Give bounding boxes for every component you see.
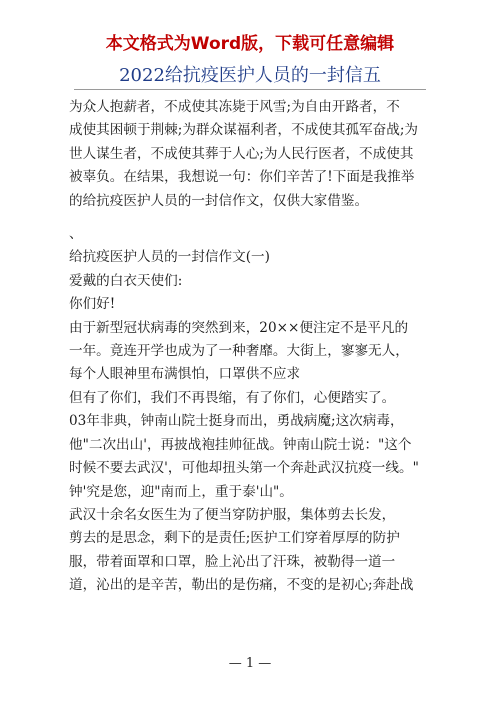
paragraph [69,293,431,316]
document-body [69,96,431,598]
paragraph [69,387,431,410]
text-line: 的给抗疫医护人员的一封信作文，仅供大家借鉴。 [69,192,369,209]
download-banner: 本文格式为Word版，下载可任意编辑 [105,34,395,54]
text-line: 03年非典，钟南山院士挺身而出，勇战病魔;这次病毒， [69,413,404,430]
text-line: 武汉十余名女医生为了便当穿防护服，集体剪去长发， [69,506,396,523]
text-line: 你们好! [69,296,116,313]
page-number: — 1 — [228,656,272,671]
text-line: 道，沁出的是辛苦，勒出的是伤痛，不变的是初心;奔赴战 [69,577,414,594]
text-line: 他"二次出山'，再披战袍挂帅征战。钟南山院士说："这个 [69,436,412,453]
paragraph [69,317,431,387]
text-line: 、 [69,226,83,243]
text-line: 爱戴的白衣天使们: [69,272,183,289]
paragraph [69,223,431,246]
text-line: 为众人抱薪者，不成使其冻毙于风雪;为自由开路者，不 [69,99,400,115]
paragraph [69,270,431,293]
text-line: 给抗疫医护人员的一封信作文(一) [69,249,270,266]
text-line: 被辜负。在结果，我想说一句：你们辛苦了!下面是我推举 [69,169,415,186]
paragraph [69,246,431,269]
text-line: 世人谋生者，不成使其葬于人心;为人民行医者，不成使其 [69,145,414,162]
paragraph [69,96,431,213]
text-line: 服，带着面罩和口罩，脸上沁出了汗珠，被勒得一道一 [69,553,396,570]
text-line: 剪去的是思念，剩下的是责任;医护工们穿着厚厚的防护 [69,530,400,547]
title-divider [74,89,426,90]
paragraph [69,410,431,504]
text-line: 由于新型冠状病毒的突然到来，20××便注定不是平凡的 [69,319,409,336]
text-line: 钟'究是您，迎"南而上，重于泰'山"。 [69,483,293,500]
text-line: 时候不要去武汉'，可他却扭头第一个奔赴武汉抗疫一线。" [69,460,419,477]
text-line: 但有了你们，我们不再畏缩，有了你们，心便踏实了。 [69,389,396,406]
paragraph [69,504,431,598]
text-line: 每个人眼神里布满惧怕，口罩供不应求 [69,366,301,383]
document-title: 2022给抗疫医护人员的一封信五 [119,65,381,86]
text-line: 成使其困顿于荆棘;为群众谋福利者，不成使其孤军奋战;为 [69,122,419,139]
text-line: 一年。竟连开学也成为了一种奢靡。大街上，寥寥无人， [69,343,409,360]
